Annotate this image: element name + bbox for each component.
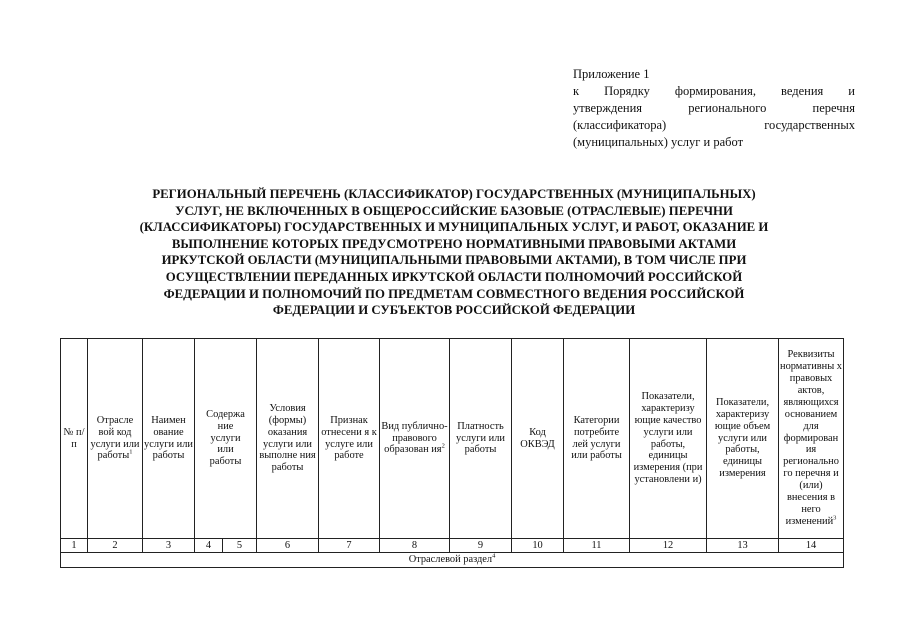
- title-line: ИРКУТСКОЙ ОБЛАСТИ (МУНИЦИПАЛЬНЫМИ ПРАВОВЫМИ АКТАМИ), В ТОМ ЧИСЛЕ ПРИ: [161, 253, 747, 268]
- document-title: [70, 186, 838, 319]
- appendix-block: [573, 66, 855, 151]
- column-number: 7: [319, 539, 380, 553]
- title-line: (КЛАССИФИКАТОРЫ) ГОСУДАРСТВЕННЫХ И МУНИЦИПАЛЬНЫХ УСЛУГ, И РАБОТ, ОКАЗАНИЕ И: [139, 220, 769, 235]
- column-number: 1: [61, 539, 88, 553]
- header-cell: № п/п: [61, 339, 88, 539]
- title-line: УСЛУГ, НЕ ВКЛЮЧЕННЫХ В ОБЩЕРОССИЙСКИЕ БАЗОВЫЕ (ОТРАСЛЕВЫЕ) ПЕРЕЧНИ: [175, 203, 733, 218]
- column-number: 13: [707, 539, 779, 553]
- column-number: 9: [450, 539, 512, 553]
- header-cell: Содержа ние услуги или работы: [195, 339, 257, 539]
- header-cell: Признак отнесени я к услуге или работе: [319, 339, 380, 539]
- appendix-line: к Порядку формирования, ведения и: [573, 84, 855, 98]
- title-line: ФЕДЕРАЦИИ И СУБЪЕКТОВ РОССИЙСКОЙ ФЕДЕРАЦИИ: [272, 303, 636, 318]
- header-cell: Отрасле вой код услуги или работы$^1$: [88, 339, 143, 539]
- column-number: 10: [512, 539, 564, 553]
- appendix-line: (классификатора) государственных: [573, 118, 855, 132]
- column-number: 14: [779, 539, 844, 553]
- column-number: 6: [257, 539, 319, 553]
- header-cell: Категории потребите лей услуги или работы: [564, 339, 630, 539]
- column-number: 3: [143, 539, 195, 553]
- column-number-row: [61, 539, 844, 553]
- table-header-row: [61, 339, 844, 539]
- column-number: 8: [380, 539, 450, 553]
- title-line: ВЫПОЛНЕНИЕ КОТОРЫХ ПРЕДУСМОТРЕНО НОРМАТИВНЫМИ ПРАВОВЫМИ АКТАМИ: [171, 236, 737, 251]
- header-cell: Показатели, характеризу ющие объем услуги или работы, единицы измерения: [707, 339, 779, 539]
- column-number: 4: [195, 539, 223, 553]
- header-cell: Реквизиты нормативны х правовых актов, являющихся основанием для формирован ия регионально го перечня и (или) внесения в него изменений$^3$: [779, 339, 844, 539]
- column-number: 2: [88, 539, 143, 553]
- header-cell: Код ОКВЭД: [512, 339, 564, 539]
- title-line: ОСУЩЕСТВЛЕНИИ ПЕРЕДАННЫХ ИРКУТСКОЙ ОБЛАСТИ ПОЛНОМОЧИЙ РОССИЙСКОЙ: [165, 269, 743, 284]
- appendix-line: Приложение 1: [573, 67, 650, 81]
- column-number: 11: [564, 539, 630, 553]
- header-cell: Вид публично-правового образован $ия^2$: [380, 339, 450, 539]
- appendix-line: (муниципальных) услуг и работ: [573, 135, 744, 149]
- classifier-table: [60, 338, 844, 568]
- column-number: 12: [630, 539, 707, 553]
- header-cell: Наимен ование услуги или работы: [143, 339, 195, 539]
- title-line: ФЕДЕРАЦИИ И ПОЛНОМОЧИЙ ПО ПРЕДМЕТАМ СОВМЕСТНОГО ВЕДЕНИЯ РОССИЙСКОЙ: [163, 286, 745, 301]
- appendix-line: утверждения регионального перечня: [573, 101, 855, 115]
- header-cell: Платность услуги или работы: [450, 339, 512, 539]
- header-cell: Условия (формы) оказания услуги или выполне ния работы: [257, 339, 319, 539]
- column-number: 5: [223, 539, 257, 553]
- header-cell: Показатели, характеризу ющие качество услуги или работы, единицы измерения (при установлени и): [630, 339, 707, 539]
- title-line: РЕГИОНАЛЬНЫЙ ПЕРЕЧЕНЬ (КЛАССИФИКАТОР) ГОСУДАРСТВЕННЫХ (МУНИЦИПАЛЬНЫХ): [152, 187, 756, 201]
- section-row: [61, 553, 844, 568]
- section-title: Отраслевой раздел$^4$: [61, 553, 844, 568]
